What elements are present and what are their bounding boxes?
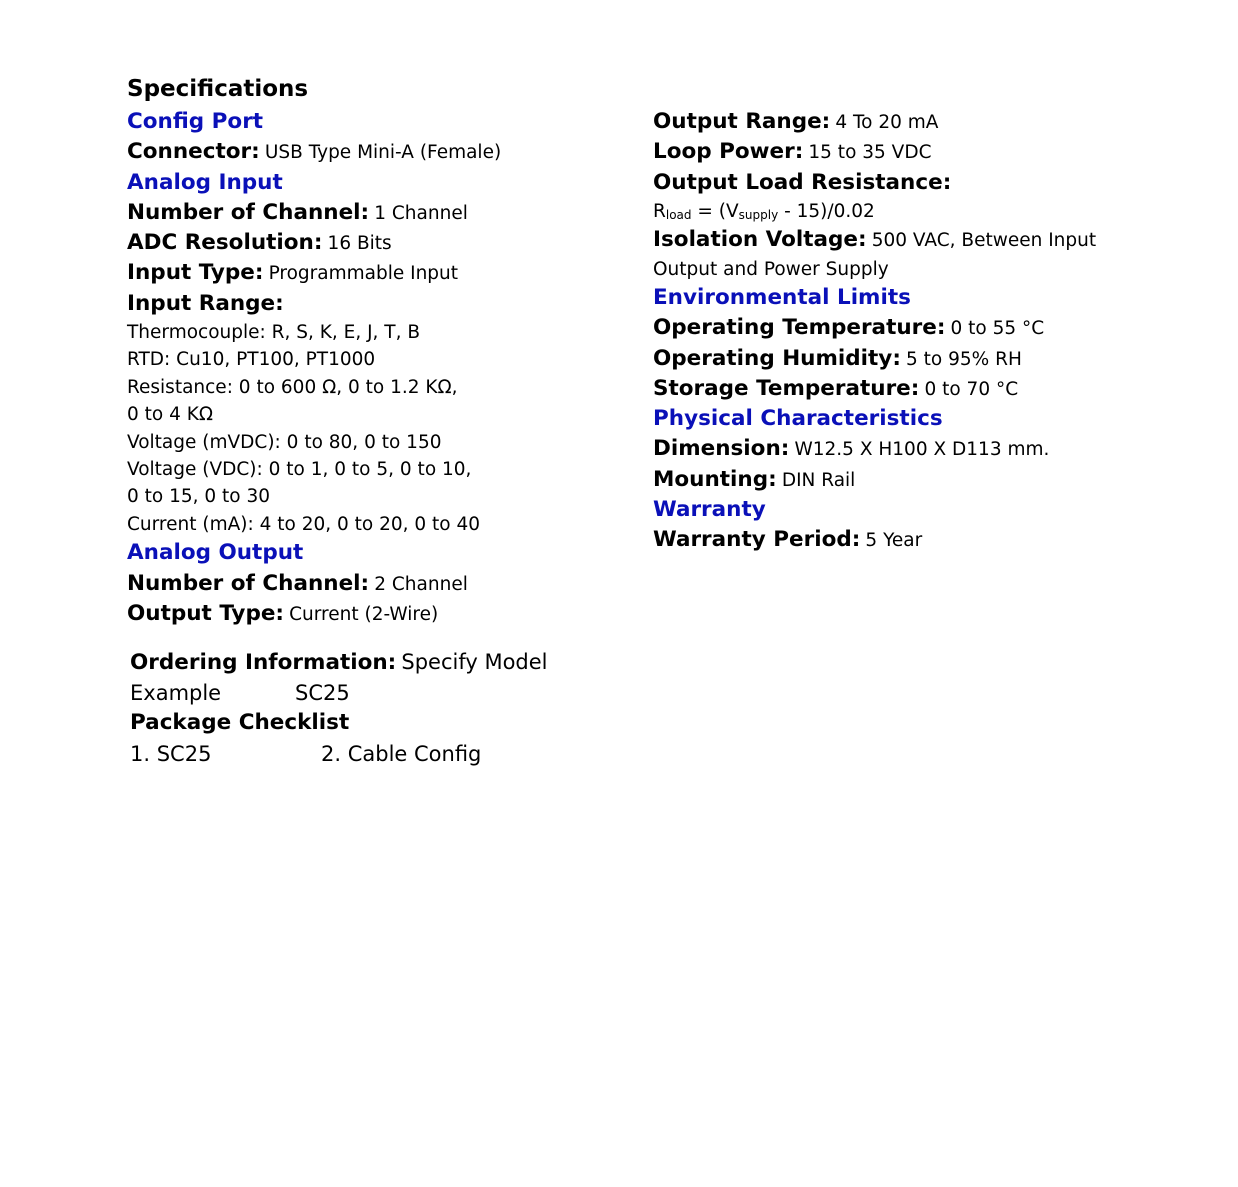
spec-warranty-period xyxy=(653,525,1173,555)
spec-label: Output Type: xyxy=(127,600,285,626)
spec-value: Programmable Input xyxy=(268,263,459,285)
section-heading-config-port: Config Port xyxy=(127,109,264,134)
spec-label: Input Type: xyxy=(127,260,264,286)
spec-label: Operating Humidity: xyxy=(653,345,901,371)
spec-load-resistance xyxy=(653,168,1173,198)
formula-r: R xyxy=(653,200,666,222)
page-title: Specifications xyxy=(127,76,309,102)
spec-label: Connector: xyxy=(127,139,260,165)
package-checklist-label: Package Checklist xyxy=(130,710,350,735)
range-line: Resistance: 0 to 600 Ω, 0 to 1.2 KΩ, xyxy=(127,376,458,398)
range-line: 0 to 4 KΩ xyxy=(127,404,214,426)
spec-value: USB Type Mini-A (Female) xyxy=(264,142,502,164)
range-line: Voltage (VDC): 0 to 1, 0 to 5, 0 to 10, xyxy=(127,459,472,481)
ordering-information xyxy=(130,647,630,678)
formula-r-sub: load xyxy=(665,207,692,222)
package-checklist-items xyxy=(130,739,630,770)
spec-output-type xyxy=(127,599,627,629)
spec-value: 15 to 35 VDC xyxy=(808,142,932,164)
section-heading-analog-output: Analog Output xyxy=(127,540,304,566)
left-column xyxy=(127,107,627,629)
spec-label: Input Range: xyxy=(127,290,284,316)
spec-value: 500 VAC, Between Input xyxy=(871,230,1097,252)
spec-label: Number of Channel: xyxy=(127,199,370,225)
formula-mid: = (V xyxy=(691,200,739,222)
spec-label: Output Range: xyxy=(653,109,831,134)
ordering-value: Specify Model xyxy=(401,650,548,674)
checklist-item: 1. SC25 xyxy=(130,741,212,766)
spec-value: 0 to 55 °C xyxy=(950,318,1045,340)
range-line: Thermocouple: R, S, K, E, J, T, B xyxy=(127,322,421,344)
spec-label: Storage Temperature: xyxy=(653,375,920,401)
spec-value: 4 To 20 mA xyxy=(835,112,939,133)
ordering-block xyxy=(130,647,630,769)
spec-label: Mounting: xyxy=(653,466,777,492)
spec-value: Current (2-Wire) xyxy=(289,603,439,625)
spec-value: 2 Channel xyxy=(374,573,468,595)
spec-input-range xyxy=(127,289,627,319)
range-line: Voltage (mVDC): 0 to 80, 0 to 150 xyxy=(127,431,442,453)
range-line: Current (mA): 4 to 20, 0 to 20, 0 to 40 xyxy=(127,513,481,535)
spec-storage-temp xyxy=(653,374,1173,404)
section-heading-environmental: Environmental Limits xyxy=(653,284,911,310)
spec-label: Isolation Voltage: xyxy=(653,227,867,253)
spec-label: Loop Power: xyxy=(653,139,804,165)
spec-label: Operating Temperature: xyxy=(653,315,946,341)
spec-value: 0 to 70 °C xyxy=(924,378,1019,400)
section-heading-warranty: Warranty xyxy=(653,497,766,523)
section-heading-physical: Physical Characteristics xyxy=(653,406,943,432)
spec-value: 1 Channel xyxy=(374,202,468,224)
section-heading-analog-input: Analog Input xyxy=(127,169,283,195)
spec-label: Number of Channel: xyxy=(127,570,370,596)
example-value: SC25 xyxy=(295,680,350,705)
spec-loop-power xyxy=(653,137,1173,167)
spec-label: Warranty Period: xyxy=(653,527,861,553)
spec-op-temp xyxy=(653,313,1173,343)
example-key: Example xyxy=(130,680,222,705)
spec-isolation xyxy=(653,225,1173,255)
spec-output-range xyxy=(653,107,1173,137)
spec-label: Dimension: xyxy=(653,436,790,462)
spec-label: ADC Resolution: xyxy=(127,230,323,256)
checklist-item: 2. Cable Config xyxy=(321,741,482,766)
spec-mounting xyxy=(653,465,1173,495)
spec-input-type xyxy=(127,258,627,288)
spec-output-channels xyxy=(127,569,627,599)
ordering-example xyxy=(130,678,630,709)
spec-op-humidity xyxy=(653,344,1173,374)
load-formula xyxy=(653,198,1173,225)
spec-value: 5 to 95% RH xyxy=(906,348,1022,370)
spec-value: W12.5 X H100 X D113 mm. xyxy=(794,439,1050,461)
spec-input-channels xyxy=(127,198,627,228)
spec-label: Output Load Resistance: xyxy=(653,169,952,195)
ordering-label: Ordering Information: xyxy=(130,650,397,675)
spec-isolation-cont: Output and Power Supply xyxy=(653,258,889,280)
formula-end: - 15)/0.02 xyxy=(778,200,875,222)
range-line: RTD: Cu10, PT100, PT1000 xyxy=(127,349,376,371)
spec-value: 16 Bits xyxy=(327,233,392,255)
spec-connector xyxy=(127,137,627,167)
formula-v-sub: supply xyxy=(738,207,779,222)
spec-dimension xyxy=(653,434,1173,464)
spec-adc-resolution xyxy=(127,228,627,258)
right-column xyxy=(653,107,1173,556)
range-line: 0 to 15, 0 to 30 xyxy=(127,486,271,508)
spec-value: DIN Rail xyxy=(781,469,856,491)
spec-value: 5 Year xyxy=(865,530,923,552)
